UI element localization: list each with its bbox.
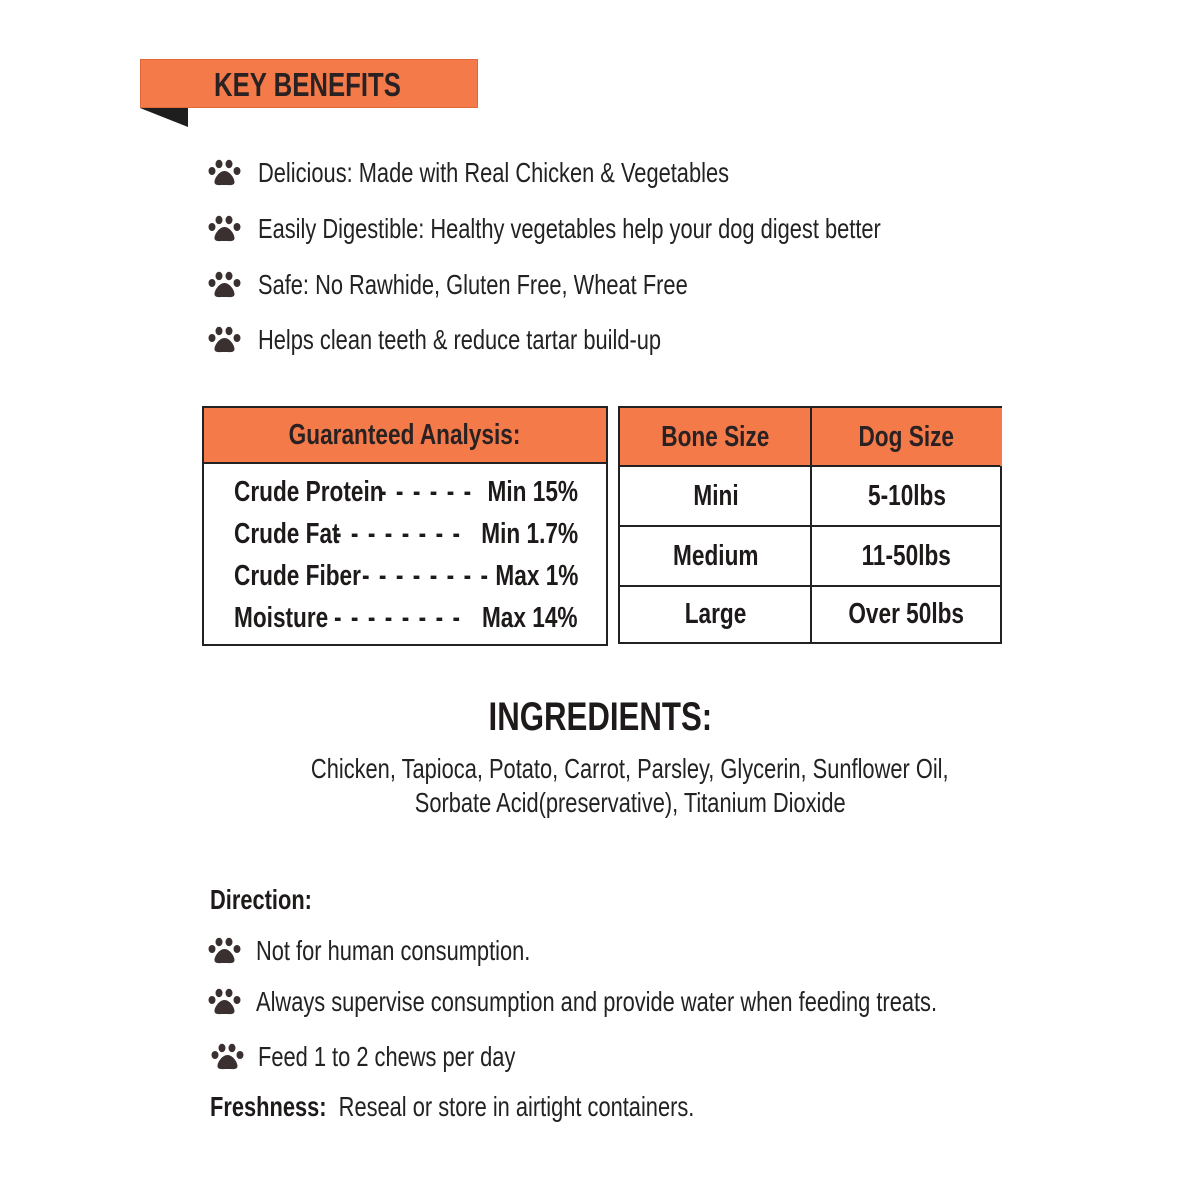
analysis-row xyxy=(234,602,578,642)
banner-fold xyxy=(140,108,188,127)
paw-icon xyxy=(208,326,242,354)
analysis-value: Min 1.7% xyxy=(481,518,578,550)
dog-size-cell: Over 50lbs xyxy=(848,598,965,630)
header-dog-size: Dog Size xyxy=(811,408,1002,466)
analysis-row xyxy=(234,560,578,600)
paw-icon xyxy=(211,1043,245,1071)
analysis-dashes: - - - - - - - - xyxy=(334,518,462,550)
header-bone-size: Bone Size xyxy=(620,408,811,466)
bone-size-cell: Medium xyxy=(672,540,759,572)
banner-title: KEY BENEFITS xyxy=(214,66,401,103)
benefit-text: Helps clean teeth & reduce tartar build-up xyxy=(258,324,662,355)
analysis-dashes: - - - - - - - - xyxy=(362,560,490,592)
guaranteed-analysis-table xyxy=(202,406,608,646)
benefit-text: Delicious: Made with Real Chicken & Vegetables xyxy=(258,157,730,188)
direction-item xyxy=(208,934,608,968)
bone-size-cell: Large xyxy=(684,598,747,630)
key-benefits-banner xyxy=(140,59,478,108)
benefit-item xyxy=(208,212,1056,246)
analysis-header xyxy=(204,408,606,464)
analysis-value: Min 15% xyxy=(487,476,578,508)
analysis-dashes: - - - - - - xyxy=(379,476,473,508)
ingredients-line: Chicken, Tapioca, Potato, Carrot, Parsley, Glycerin, Sunflower Oil, xyxy=(311,753,949,784)
bone-size-cell: Mini xyxy=(692,480,739,512)
ingredients-line: Sorbate Acid(preservative), Titanium Dioxide xyxy=(414,787,846,818)
dog-size-cell: 5-10lbs xyxy=(867,480,946,512)
paw-icon xyxy=(208,215,242,243)
direction-text: Not for human consumption. xyxy=(256,935,531,966)
freshness-note xyxy=(210,1091,831,1123)
analysis-label: Crude Fat xyxy=(234,518,340,550)
analysis-row xyxy=(234,476,578,516)
direction-item xyxy=(208,985,1129,1019)
paw-icon xyxy=(208,937,242,965)
analysis-label: Crude Protein xyxy=(234,476,384,508)
direction-title: Direction: xyxy=(210,884,312,915)
freshness-label: Freshness: xyxy=(210,1091,327,1122)
analysis-label: Moisture xyxy=(234,602,329,634)
benefit-text: Safe: No Rawhide, Gluten Free, Wheat Free xyxy=(258,269,688,300)
direction-item xyxy=(211,1040,588,1074)
freshness-text: Reseal or store in airtight containers. xyxy=(338,1091,695,1122)
paw-icon xyxy=(208,988,242,1016)
analysis-value: Max 1% xyxy=(495,560,578,592)
benefit-item xyxy=(208,156,862,190)
paw-icon xyxy=(208,159,242,187)
size-table xyxy=(618,406,1002,644)
analysis-title: Guaranteed Analysis: xyxy=(289,419,521,451)
dog-size-cell: 11-50lbs xyxy=(861,540,952,572)
direction-text: Always supervise consumption and provide water when feeding treats. xyxy=(256,986,938,1017)
analysis-row xyxy=(234,518,578,558)
direction-text: Feed 1 to 2 chews per day xyxy=(258,1041,516,1072)
analysis-dashes: - - - - - - - - xyxy=(334,602,462,634)
divider xyxy=(810,408,812,642)
benefit-item xyxy=(208,323,775,357)
analysis-value: Max 14% xyxy=(482,602,578,634)
benefit-item xyxy=(208,268,809,302)
paw-icon xyxy=(208,271,242,299)
benefit-text: Easily Digestible: Healthy vegetables help your dog digest better xyxy=(258,213,881,244)
ingredients-title: INGREDIENTS: xyxy=(488,695,712,739)
analysis-label: Crude Fiber xyxy=(234,560,361,592)
